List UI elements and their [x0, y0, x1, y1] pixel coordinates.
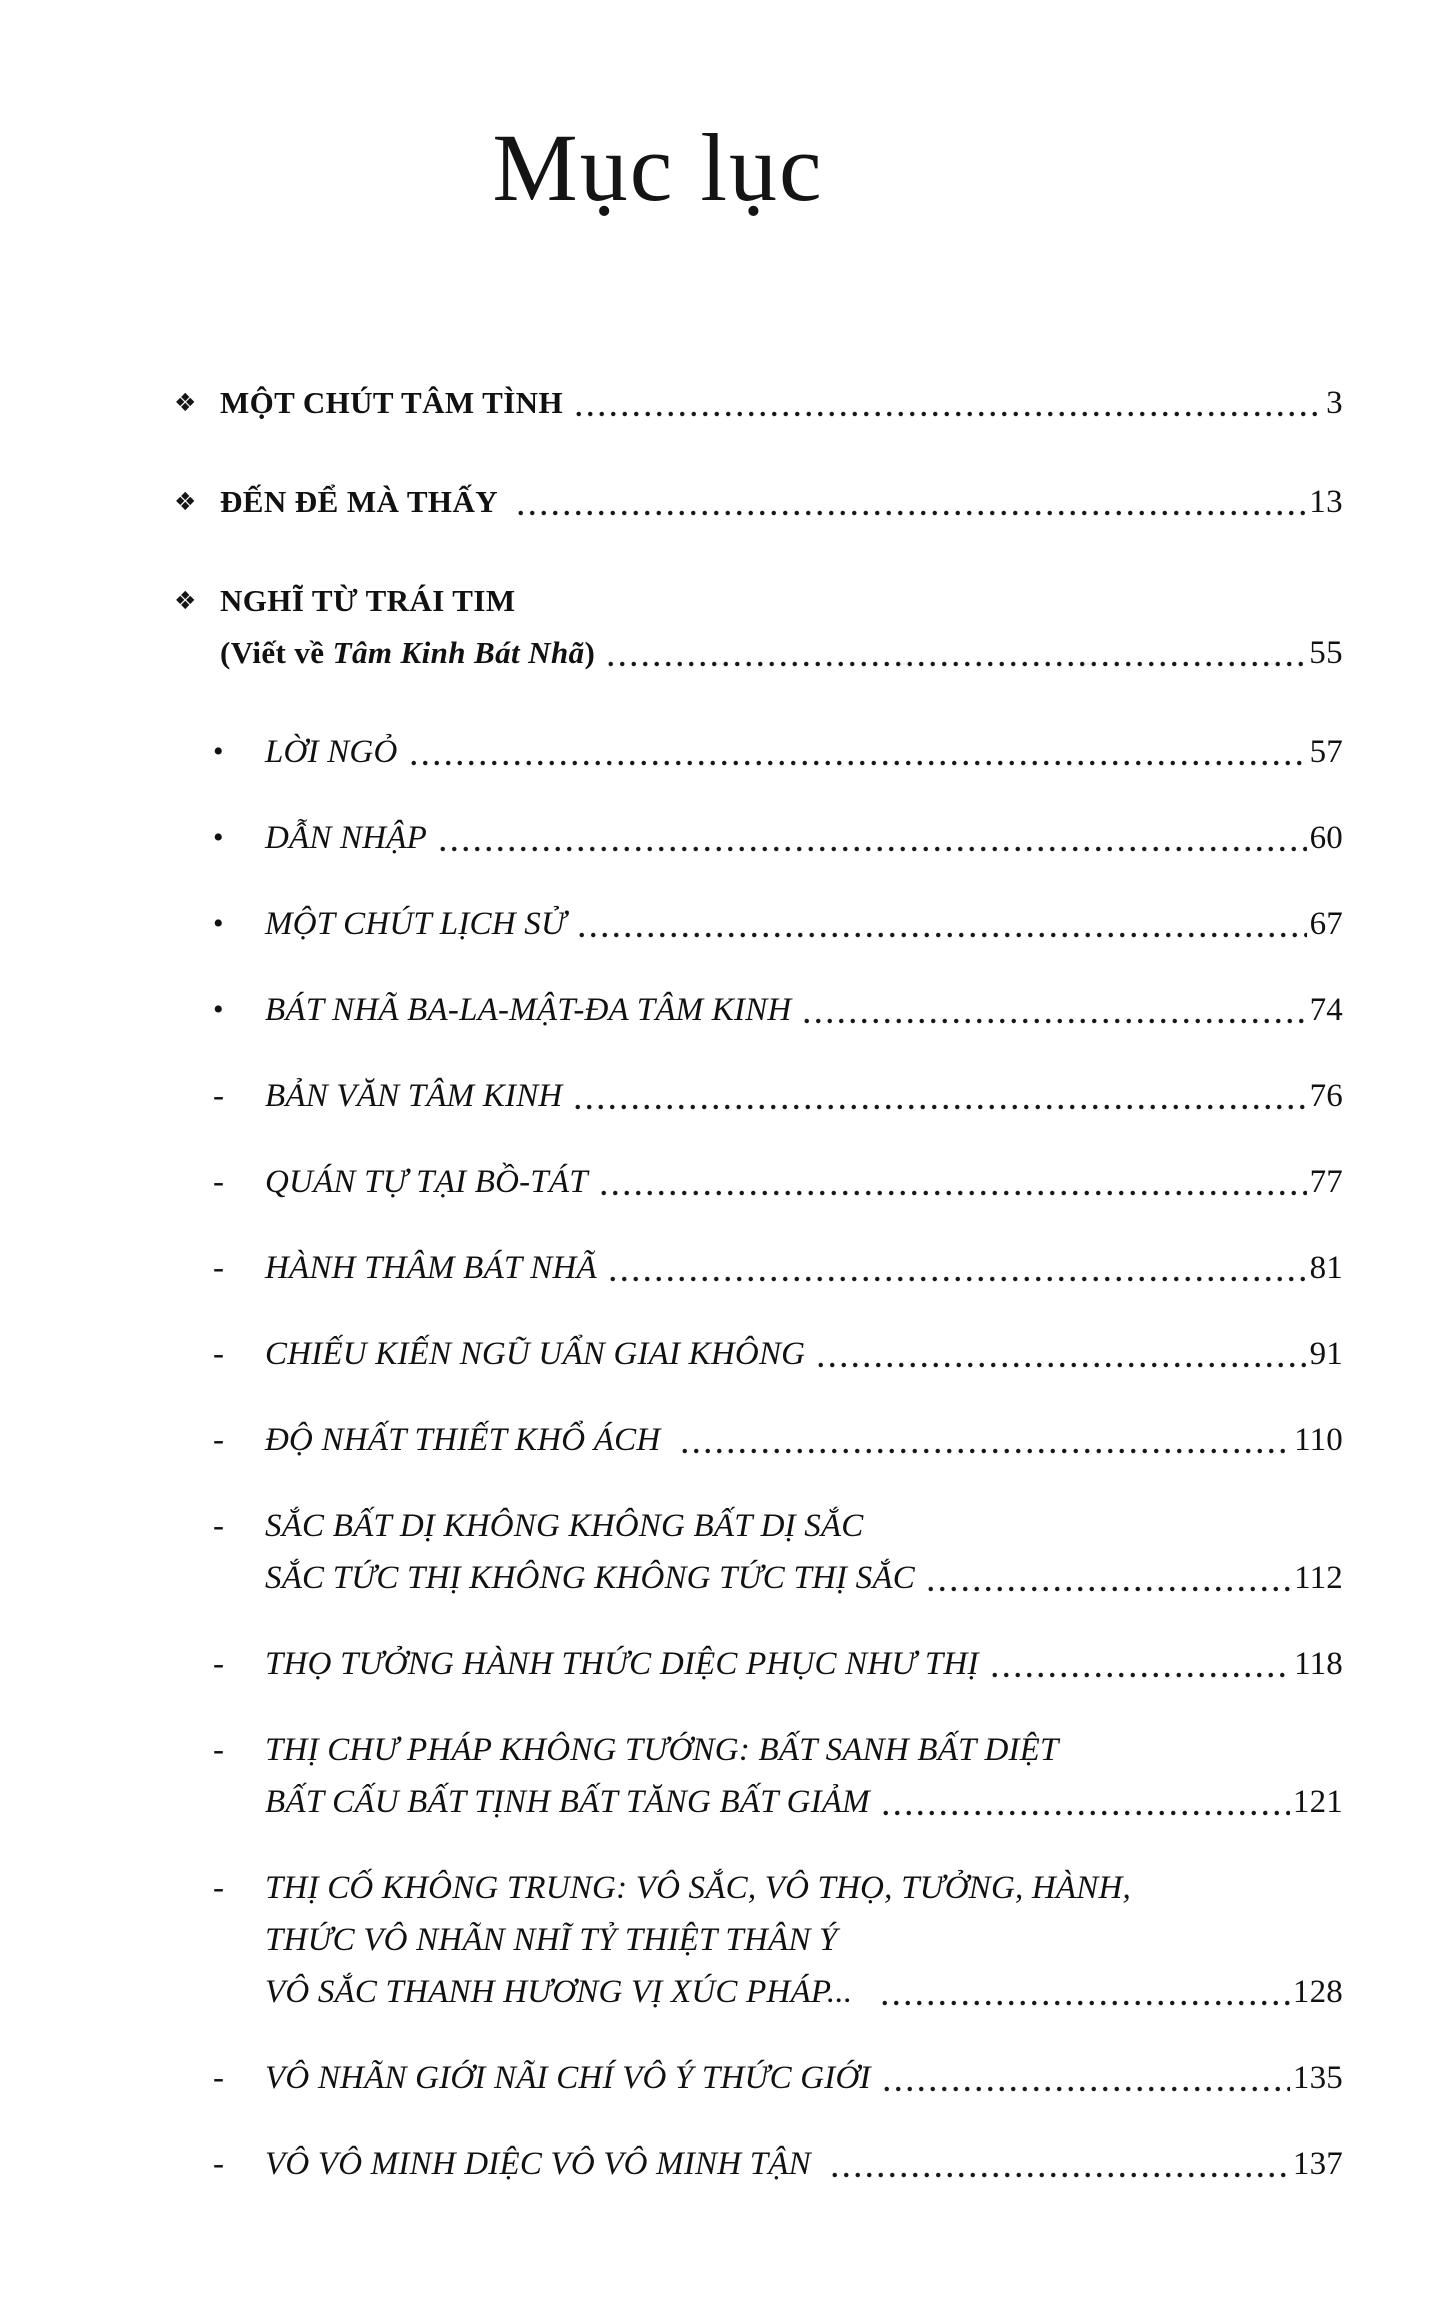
dash-bullet-icon: - — [213, 1421, 224, 1458]
toc-entry — [150, 377, 1343, 429]
entry-line — [265, 1500, 1343, 1552]
dot-leader — [829, 2168, 1290, 2182]
page-number: 118 — [1294, 1645, 1343, 1682]
dot-bullet-icon: • — [213, 734, 224, 768]
entry-line — [220, 627, 1343, 679]
dot-leader — [679, 1444, 1291, 1458]
entry-text: HÀNH THÂM BÁT NHÃ — [265, 1249, 597, 1286]
toc-entry — [150, 1414, 1343, 1466]
entry-lines — [265, 2138, 1343, 2190]
entry-line — [265, 1966, 1343, 2018]
entry-text: VÔ NHÃN GIỚI NÃI CHÍ VÔ Ý THỨC GIỚI — [265, 2059, 871, 2096]
entry-text: ĐẾN ĐỂ MÀ THẤY — [220, 483, 506, 519]
page-number: 74 — [1309, 991, 1343, 1028]
dash-bullet-icon: - — [213, 1163, 224, 1200]
entry-line — [265, 1638, 1343, 1690]
dot-leader — [815, 1358, 1306, 1372]
entry-text: BẢN VĂN TÂM KINH — [265, 1077, 563, 1114]
entry-line — [220, 575, 1343, 627]
entry-text: MỘT CHÚT LỊCH SỬ — [265, 905, 567, 942]
dot-leader — [515, 506, 1306, 520]
dot-leader — [408, 756, 1307, 770]
entry-text: BÁT NHÃ BA-LA-MẬT-ĐA TÂM KINH — [265, 991, 792, 1028]
entry-text: THỌ TƯỞNG HÀNH THỨC DIỆC PHỤC NHƯ THỊ — [265, 1645, 979, 1682]
dash-bullet-icon: - — [213, 2145, 224, 2182]
entry-lines — [265, 1862, 1343, 2018]
dash-bullet-icon: - — [213, 1507, 224, 1544]
entry-text: QUÁN TỰ TẠI BỒ-TÁT — [265, 1163, 588, 1200]
page-number: 60 — [1309, 819, 1343, 856]
diamond-bullet-icon: ❖ — [174, 387, 197, 417]
entry-text: ĐỘ NHẤT THIẾT KHỔ ÁCH — [265, 1421, 669, 1458]
page-number: 128 — [1292, 1973, 1343, 2010]
entry-lines — [265, 1638, 1343, 1690]
dash-bullet-icon: - — [213, 2059, 224, 2096]
entry-lines — [265, 1500, 1343, 1604]
entry-line — [220, 476, 1343, 528]
entry-lines — [265, 1156, 1343, 1208]
dash-bullet-icon: - — [213, 1869, 224, 1906]
entry-line — [265, 1242, 1343, 1294]
entry-line — [265, 1776, 1343, 1828]
page-number: 67 — [1309, 905, 1343, 942]
dot-leader — [572, 1100, 1306, 1114]
toc-entry — [150, 2138, 1343, 2190]
toc-entry — [150, 1862, 1343, 2018]
entry-lines — [265, 1414, 1343, 1466]
toc-entry — [150, 1328, 1343, 1380]
entry-line — [265, 812, 1343, 864]
toc-entry — [150, 726, 1343, 778]
dot-leader — [880, 1806, 1290, 1820]
entry-text: (Viết về Tâm Kinh Bát Nhã) — [220, 634, 596, 670]
entry-text: THỨC VÔ NHÃN NHĨ TỶ THIỆT THÂN Ý — [265, 1921, 838, 1958]
page-number: 110 — [1294, 1421, 1343, 1458]
dot-leader — [879, 1996, 1290, 2010]
page-number: 135 — [1292, 2059, 1343, 2096]
entry-text: LỜI NGỎ — [265, 733, 398, 770]
entry-text: SẮC TỨC THỊ KHÔNG KHÔNG TỨC THỊ SẮC — [265, 1559, 915, 1596]
entry-text: CHIẾU KIẾN NGŨ UẨN GIAI KHÔNG — [265, 1335, 806, 1372]
entry-lines — [220, 575, 1343, 679]
dot-bullet-icon: • — [213, 820, 224, 854]
toc-entry — [150, 1156, 1343, 1208]
entry-lines — [265, 984, 1343, 1036]
dash-bullet-icon: - — [213, 1335, 224, 1372]
page-number: 57 — [1309, 733, 1343, 770]
toc-entry — [150, 812, 1343, 864]
entry-text: BẤT CẤU BẤT TỊNH BẤT TĂNG BẤT GIẢM — [265, 1783, 870, 1820]
entry-text: DẪN NHẬP — [265, 819, 428, 856]
entry-line — [265, 1328, 1343, 1380]
page-number: 81 — [1309, 1249, 1343, 1286]
toc-entry — [150, 1724, 1343, 1828]
entry-text: VÔ SẮC THANH HƯƠNG VỊ XÚC PHÁP... — [265, 1973, 870, 2010]
entry-line — [265, 1156, 1343, 1208]
entry-line — [265, 1414, 1343, 1466]
entry-line — [265, 1724, 1343, 1776]
entry-line — [265, 2052, 1343, 2104]
toc-entry — [150, 575, 1343, 679]
dot-leader — [598, 1186, 1307, 1200]
dot-bullet-icon: • — [213, 906, 224, 940]
entry-line — [265, 2138, 1343, 2190]
toc-list — [0, 377, 1456, 2190]
entry-line — [265, 984, 1343, 1036]
entry-lines — [265, 1070, 1343, 1122]
toc-entry — [150, 476, 1343, 528]
entry-lines — [265, 2052, 1343, 2104]
dot-bullet-icon: • — [213, 992, 224, 1026]
toc-entry — [150, 1070, 1343, 1122]
entry-lines — [265, 812, 1343, 864]
toc-entry — [150, 898, 1343, 950]
page-number: 76 — [1309, 1077, 1343, 1114]
toc-entry — [150, 984, 1343, 1036]
dash-bullet-icon: - — [213, 1731, 224, 1768]
diamond-bullet-icon: ❖ — [174, 486, 197, 516]
entry-text: THỊ CỐ KHÔNG TRUNG: VÔ SẮC, VÔ THỌ, TƯỞNG, HÀNH, — [265, 1869, 1131, 1906]
page-title: Mục lục — [492, 114, 824, 221]
page-number: 55 — [1309, 634, 1343, 671]
entry-text: NGHĨ TỪ TRÁI TIM — [220, 582, 516, 618]
entry-lines — [220, 377, 1343, 429]
page-number: 77 — [1309, 1163, 1343, 1200]
entry-text: MỘT CHÚT TÂM TÌNH — [220, 384, 563, 420]
dot-leader — [437, 842, 1307, 856]
toc-entry — [150, 2052, 1343, 2104]
entry-lines — [265, 726, 1343, 778]
page-number: 91 — [1309, 1335, 1343, 1372]
dot-leader — [801, 1014, 1306, 1028]
page-number: 13 — [1309, 483, 1343, 520]
entry-line — [265, 898, 1343, 950]
entry-line — [220, 377, 1343, 429]
entry-line — [265, 726, 1343, 778]
entry-line — [265, 1070, 1343, 1122]
dash-bullet-icon: - — [213, 1249, 224, 1286]
toc-entry — [150, 1242, 1343, 1294]
page-number: 3 — [1326, 384, 1343, 421]
entry-line — [265, 1862, 1343, 1914]
page-number: 121 — [1292, 1783, 1343, 1820]
entry-lines — [265, 1328, 1343, 1380]
dot-leader — [573, 407, 1323, 421]
dot-leader — [989, 1668, 1291, 1682]
entry-line — [265, 1914, 1343, 1966]
entry-line — [265, 1552, 1343, 1604]
toc-entry — [150, 1500, 1343, 1604]
diamond-bullet-icon: ❖ — [174, 585, 197, 615]
dot-leader — [925, 1582, 1291, 1596]
page-number: 112 — [1294, 1559, 1343, 1596]
dot-leader — [605, 657, 1306, 671]
dot-leader — [881, 2082, 1290, 2096]
dash-bullet-icon: - — [213, 1077, 224, 1114]
entry-text: THỊ CHƯ PHÁP KHÔNG TƯỚNG: BẤT SANH BẤT DIỆT — [265, 1731, 1059, 1768]
toc-entry — [150, 1638, 1343, 1690]
entry-text: SẮC BẤT DỊ KHÔNG KHÔNG BẤT DỊ SẮC — [265, 1507, 864, 1544]
entry-lines — [220, 476, 1343, 528]
dash-bullet-icon: - — [213, 1645, 224, 1682]
entry-lines — [265, 1724, 1343, 1828]
entry-text: VÔ VÔ MINH DIỆC VÔ VÔ MINH TẬN — [265, 2145, 820, 2182]
entry-lines — [265, 1242, 1343, 1294]
entry-lines — [265, 898, 1343, 950]
page-number: 137 — [1292, 2145, 1343, 2182]
dot-leader — [607, 1272, 1307, 1286]
dot-leader — [576, 928, 1307, 942]
